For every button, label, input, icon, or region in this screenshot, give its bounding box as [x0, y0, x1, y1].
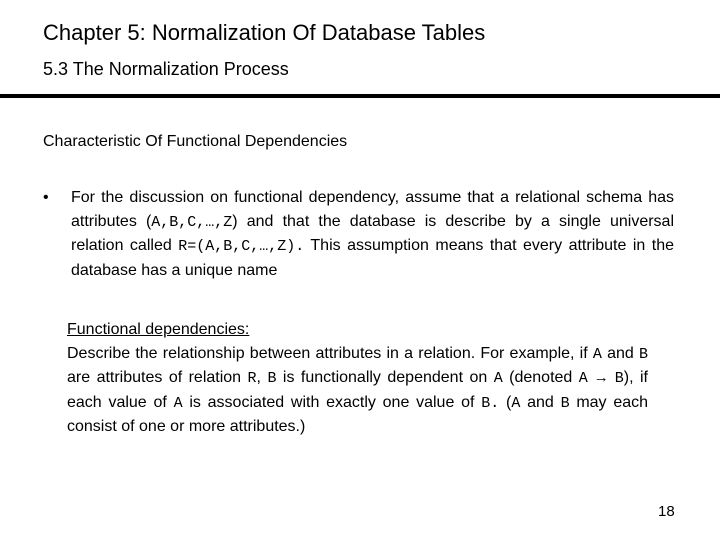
- definition-title: Functional dependencies:: [67, 321, 250, 338]
- attribute-symbol: B: [638, 345, 648, 363]
- definition-text-part: and: [520, 393, 561, 411]
- definition-text-part: are attributes of relation: [67, 369, 248, 386]
- title-divider: [0, 94, 720, 98]
- definition-text-part: is associated with exactly one value of: [182, 393, 482, 411]
- attribute-symbol: B: [560, 394, 570, 412]
- arrow-right-icon: →: [593, 369, 609, 386]
- definition-block: [67, 318, 648, 439]
- relation-definition: R=(A,B,C,…,Z).: [178, 238, 305, 255]
- attribute-symbol: A: [578, 370, 588, 387]
- slide-subtitle: 5.3 The Normalization Process: [43, 59, 289, 79]
- attribute-symbol: A: [493, 370, 503, 387]
- page-number: 18: [658, 503, 675, 520]
- bullet-text-part: ) and that the database is describe by a single universal relation called: [71, 212, 675, 254]
- attribute-symbol: B: [614, 370, 624, 387]
- section-heading: Characteristic Of Functional Dependencies: [43, 133, 348, 150]
- definition-text-part: ,: [256, 369, 268, 386]
- definition-text-part: (: [499, 393, 512, 411]
- relation-symbol: R: [247, 370, 257, 387]
- definition-text-part: and: [601, 344, 639, 362]
- definition-text-part: ), if each value of: [67, 369, 648, 411]
- bullet-paragraph: [71, 186, 674, 282]
- bullet-marker: •: [43, 189, 49, 206]
- bullet-text-part: For the discussion on functional dependency, assume that a relational schema has attributes (: [71, 189, 674, 230]
- definition-text-part: (denoted: [502, 369, 579, 386]
- attribute-symbol: A: [173, 394, 183, 412]
- attribute-symbol: A: [592, 345, 602, 363]
- attribute-symbol: B.: [481, 394, 500, 412]
- attribute-list: A,B,C,…,Z: [151, 213, 233, 231]
- definition-body: [67, 342, 648, 439]
- bullet-text-part: This assumption means that every attribute in the database has a unique name: [71, 237, 674, 279]
- attribute-symbol: A: [511, 394, 521, 412]
- definition-text-part: is functionally dependent on: [276, 369, 494, 386]
- definition-text-part: may each consist of one or more attributes.): [67, 393, 649, 435]
- slide-title: Chapter 5: Normalization Of Database Tables: [43, 20, 486, 45]
- definition-text-part: Describe the relationship between attributes in a relation. For example, if: [67, 344, 593, 362]
- attribute-symbol: B: [267, 370, 277, 387]
